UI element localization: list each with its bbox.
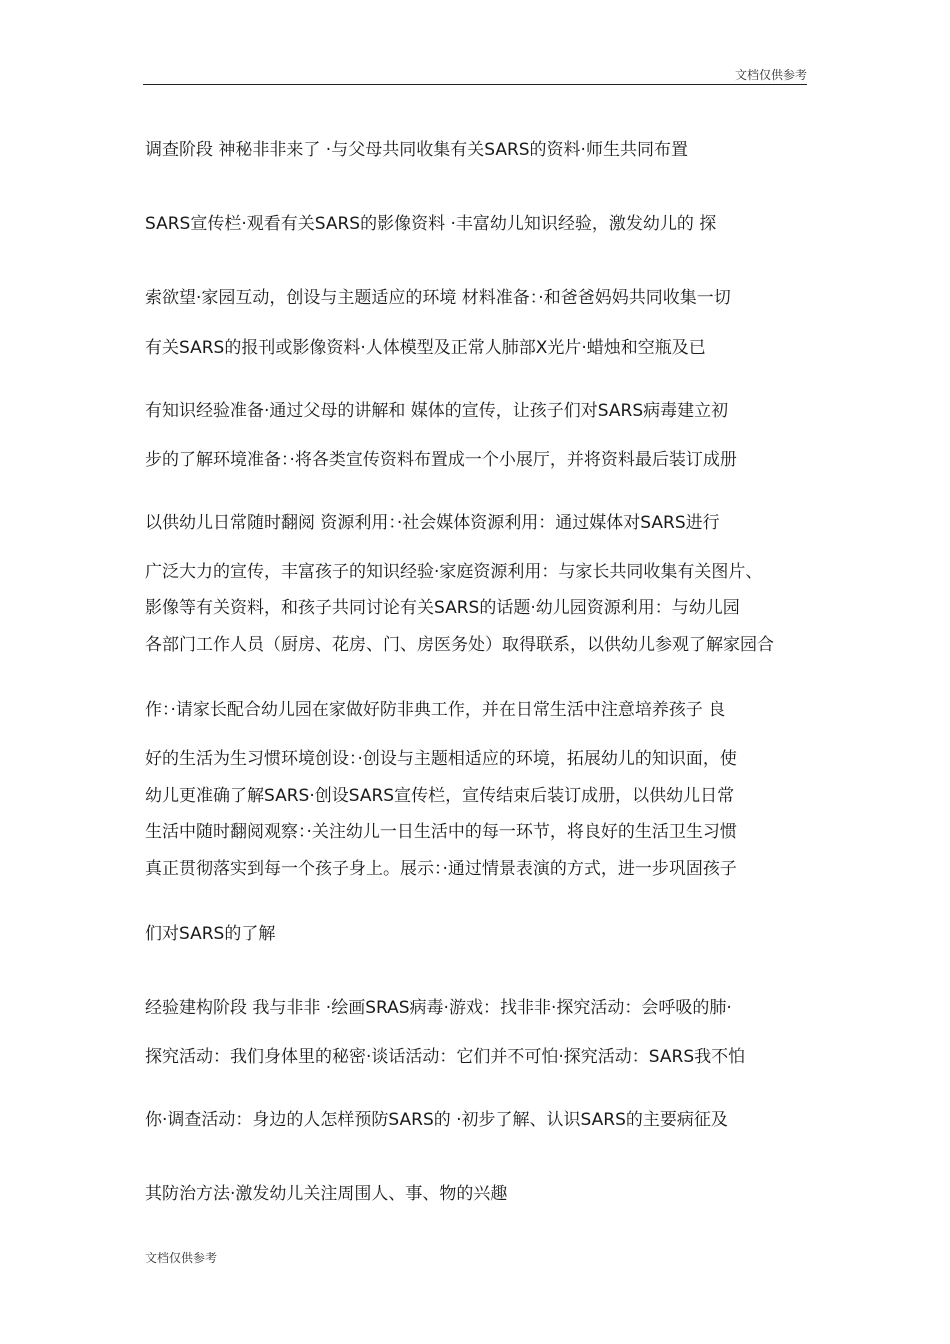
body-line: 有关SARS的报刊或影像资料·人体模型及正常人肺部X光片·蜡烛和空瓶及已 (145, 338, 706, 358)
body-line: SARS宣传栏·观看有关SARS的影像资料 ·丰富幼儿知识经验，激发幼儿的 探 (145, 214, 717, 234)
body-line: 其防治方法·激发幼儿关注周围人、事、物的兴趣 (145, 1184, 508, 1204)
body-line: 以供幼儿日常随时翻阅 资源利用：·社会媒体资源利用：通过媒体对SARS进行 (145, 513, 720, 533)
body-line: 真正贯彻落实到每一个孩子身上。展示：·通过情景表演的方式，进一步巩固孩子 (145, 859, 737, 879)
body-line: 作：·请家长配合幼儿园在家做好防非典工作，并在日常生活中注意培养孩子 良 (145, 700, 726, 720)
body-line: 你·调查活动：身边的人怎样预防SARS的 ·初步了解、认识SARS的主要病征及 (145, 1110, 728, 1130)
body-line: 探究活动：我们身体里的秘密·谈话活动：它们并不可怕·探究活动：SARS我不怕 (145, 1047, 746, 1067)
body-line: 各部门工作人员（厨房、花房、门、房医务处）取得联系，以供幼儿参观了解家园合 (145, 635, 774, 655)
body-line: 步的了解环境准备：·将各类宣传资料布置成一个小展厅，并将资料最后装订成册 (145, 450, 737, 470)
header-divider (143, 84, 807, 85)
body-line: 好的生活为生习惯环境创设：·创设与主题相适应的环境，拓展幼儿的知识面，使 (145, 749, 737, 769)
body-line: 索欲望·家园互动，创设与主题适应的环境 材料准备：·和爸爸妈妈共同收集一切 (145, 288, 731, 308)
body-line: 影像等有关资料，和孩子共同讨论有关SARS的话题·幼儿园资源利用：与幼儿园 (145, 598, 740, 618)
body-line: 幼儿更准确了解SARS·创设SARS宣传栏，宣传结束后装订成册，以供幼儿日常 (145, 786, 735, 806)
body-line: 经验建构阶段 我与非非 ·绘画SRAS病毒·游戏：找非非·探究活动：会呼吸的肺· (145, 998, 732, 1018)
page-footer: 文档仅供参考 (145, 1251, 218, 1265)
body-line: 有知识经验准备·通过父母的讲解和 媒体的宣传，让孩子们对SARS病毒建立初 (145, 401, 729, 421)
body-line: 们对SARS的了解 (145, 924, 276, 944)
body-line: 广泛大力的宣传，丰富孩子的知识经验·家庭资源利用：与家长共同收集有关图片、 (145, 562, 763, 582)
page-header: 文档仅供参考 (734, 68, 807, 82)
body-line: 生活中随时翻阅观察：·关注幼儿一日生活中的每一环节，将良好的生活卫生习惯 (145, 822, 737, 842)
body-line: 调查阶段 神秘非非来了 ·与父母共同收集有关SARS的资料·师生共同布置 (145, 140, 688, 160)
